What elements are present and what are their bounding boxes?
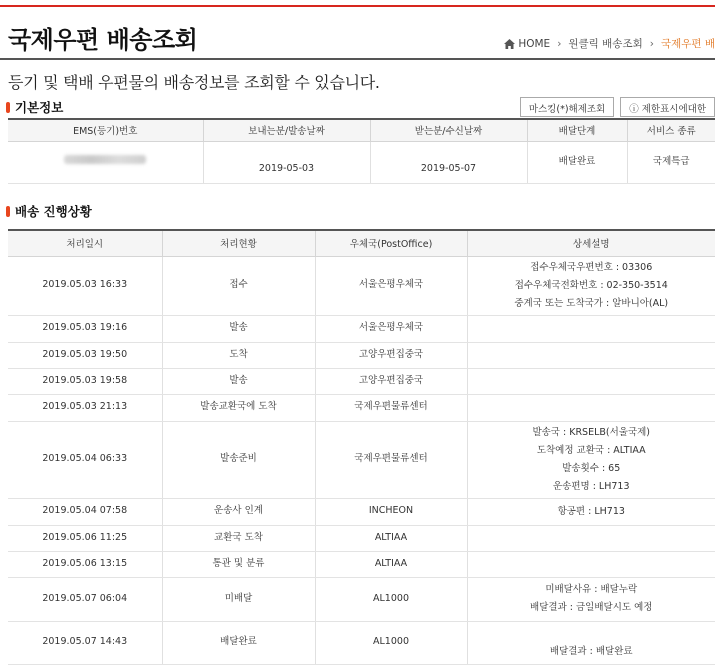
table-row — [8, 621, 715, 664]
process-status: 발송 — [162, 368, 315, 394]
tracking-table — [8, 229, 715, 665]
process-status: 도착 — [162, 342, 315, 368]
detail-description — [467, 368, 715, 394]
ems-number-cell — [8, 141, 203, 183]
send-date: 2019-05-03 — [203, 141, 370, 183]
basic-info-row — [8, 141, 715, 183]
process-status: 통관 및 분류 — [162, 551, 315, 577]
col-ems-number: EMS(등기)번호 — [8, 119, 203, 141]
table-row — [8, 368, 715, 394]
basic-info-buttons — [520, 97, 715, 117]
top-accent-line — [0, 5, 715, 7]
detail-line: 운송편명 : LH713 — [552, 480, 630, 492]
process-time: 2019.05.03 19:50 — [8, 342, 162, 368]
col-process-status: 처리현황 — [162, 230, 315, 256]
process-time: 2019.05.03 19:16 — [8, 315, 162, 342]
process-status: 운송사 인계 — [162, 498, 315, 525]
post-office: 고양우편집중국 — [315, 368, 467, 394]
detail-line: 발송횟수 : 65 — [562, 462, 621, 474]
process-time: 2019.05.04 06:33 — [8, 421, 162, 498]
post-office: 국제우편물류센터 — [315, 394, 467, 421]
process-time: 2019.05.06 11:25 — [8, 525, 162, 551]
basic-info-heading — [6, 98, 63, 116]
process-time: 2019.05.03 21:13 — [8, 394, 162, 421]
detail-line: 중계국 또는 도착국가 : 알바니아(AL) — [514, 297, 669, 309]
table-row — [8, 342, 715, 368]
post-office: ALTIAA — [315, 551, 467, 577]
process-time: 2019.05.03 16:33 — [8, 256, 162, 315]
detail-line: 미배달사유 : 배달누락 — [545, 584, 638, 595]
process-status: 미배달 — [162, 577, 315, 621]
page-title: 국제우편 배송조회 — [8, 26, 198, 54]
breadcrumb-oneclick[interactable]: 원클릭 배송조회 — [568, 38, 643, 50]
process-status: 발송 — [162, 315, 315, 342]
receive-date: 2019-05-07 — [370, 141, 527, 183]
post-office: 서울은평우체국 — [315, 256, 467, 315]
detail-line: 항공편 : LH713 — [557, 505, 625, 517]
detail-description — [467, 498, 715, 525]
detail-line: 발송국 : KRSELB(서울국제) — [532, 426, 651, 438]
post-office: 국제우편물류센터 — [315, 421, 467, 498]
detail-line: 도착예정 교환국 : ALTIAA — [536, 444, 646, 456]
post-office: ALTIAA — [315, 525, 467, 551]
table-row — [8, 577, 715, 621]
tracking-heading-text: 배송 진행상황 — [15, 204, 92, 219]
blurred-tracking-number — [64, 155, 146, 164]
basic-info-table — [8, 118, 715, 184]
breadcrumb — [504, 36, 715, 51]
table-row — [8, 525, 715, 551]
tracking-heading — [6, 202, 92, 220]
process-time: 2019.05.04 07:58 — [8, 498, 162, 525]
table-row — [8, 256, 715, 315]
detail-line: 배달결과 : 배달완료 — [549, 645, 633, 657]
detail-line: 배달결과 : 금일배달시도 예정 — [530, 602, 653, 613]
basic-info-heading-text: 기본정보 — [15, 100, 64, 115]
post-office: AL1000 — [315, 577, 467, 621]
unmask-button[interactable]: 마스킹(*)해제조회 — [520, 97, 614, 117]
detail-description — [467, 525, 715, 551]
detail-description — [467, 315, 715, 342]
page-subtitle: 등기 및 택배 우편물의 배송정보를 조회할 수 있습니다. — [8, 73, 380, 92]
chevron-right-icon: › — [557, 37, 562, 50]
process-time: 2019.05.07 14:43 — [8, 621, 162, 664]
process-time: 2019.05.07 06:04 — [8, 577, 162, 621]
detail-description — [467, 421, 715, 498]
process-status: 배달완료 — [162, 621, 315, 664]
process-time: 2019.05.03 19:58 — [8, 368, 162, 394]
detail-description — [467, 551, 715, 577]
service-type: 국제특급 — [627, 141, 715, 183]
detail-description — [467, 577, 715, 621]
col-sender-date: 보내는분/발송날짜 — [203, 119, 370, 141]
detail-line: 접수우체국전화번호 : 02-350-3514 — [514, 279, 668, 291]
tracking-table-body — [8, 256, 715, 664]
post-office: AL1000 — [315, 621, 467, 664]
detail-description — [467, 256, 715, 315]
section-bullet-icon — [6, 102, 10, 113]
limit-info-button[interactable]: ⓘ 제한표시에대한 — [620, 97, 715, 117]
detail-line: 접수우체국우편번호 : 03306 — [530, 261, 653, 273]
detail-description — [467, 621, 715, 664]
col-delivery-stage: 배달단계 — [527, 119, 627, 141]
process-time: 2019.05.06 13:15 — [8, 551, 162, 577]
col-receiver-date: 받는분/수신날짜 — [370, 119, 527, 141]
process-status: 교환국 도착 — [162, 525, 315, 551]
col-process-time: 처리일시 — [8, 230, 162, 256]
detail-description — [467, 394, 715, 421]
col-detail: 상세설명 — [467, 230, 715, 256]
tracking-header-row — [8, 230, 715, 256]
delivery-stage: 배달완료 — [527, 141, 627, 183]
table-row — [8, 421, 715, 498]
chevron-right-icon: › — [649, 37, 654, 50]
basic-info-header-row — [8, 119, 715, 141]
post-office: INCHEON — [315, 498, 467, 525]
col-service-type: 서비스 종류 — [627, 119, 715, 141]
post-office: 고양우편집중국 — [315, 342, 467, 368]
section-bullet-icon — [6, 206, 10, 217]
table-row — [8, 498, 715, 525]
breadcrumb-current: 국제우편 배 — [660, 38, 715, 50]
table-row — [8, 551, 715, 577]
detail-line — [468, 625, 715, 643]
breadcrumb-home[interactable]: HOME — [518, 37, 551, 50]
process-status: 발송준비 — [162, 421, 315, 498]
home-icon — [504, 39, 515, 49]
table-row — [8, 315, 715, 342]
process-status: 접수 — [162, 256, 315, 315]
process-status: 발송교환국에 도착 — [162, 394, 315, 421]
detail-description — [467, 342, 715, 368]
table-row — [8, 394, 715, 421]
col-post-office: 우체국(PostOffice) — [315, 230, 467, 256]
post-office: 서울은평우체국 — [315, 315, 467, 342]
page-header — [0, 8, 715, 60]
